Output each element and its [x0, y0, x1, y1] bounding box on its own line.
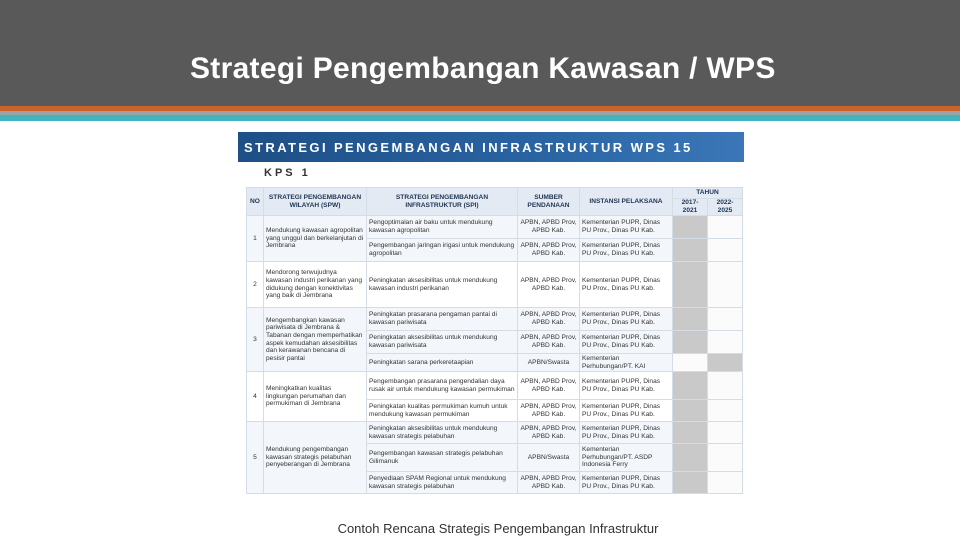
- row-sumber: APBN, APBD Prov, APBD Kab.: [518, 422, 580, 444]
- year-cell-1: [673, 354, 708, 372]
- row-instansi: Kementerian PUPR, Dinas PU Prov., Dinas PU Kab.: [580, 400, 673, 422]
- row-no: 1: [247, 216, 264, 262]
- table-row: [247, 262, 743, 308]
- header-tahun: TAHUN: [673, 188, 743, 199]
- document-banner: [238, 132, 744, 162]
- year-cell-2: [708, 331, 743, 354]
- row-spi: Peningkatan sarana perkeretaapian: [367, 354, 518, 372]
- year-cell-1: [673, 422, 708, 444]
- row-sumber: APBN, APBD Prov, APBD Kab.: [518, 262, 580, 308]
- kps-label: KPS 1: [264, 167, 311, 179]
- year-cell-2: [708, 262, 743, 308]
- year-cell-2: [708, 372, 743, 400]
- row-instansi: Kementerian PUPR, Dinas PU Prov., Dinas PU Kab.: [580, 331, 673, 354]
- row-spw: Mendorong terwujudnya kawasan industri perikanan yang didukung dengan konektivitas yang baik di Jembrana: [264, 262, 367, 308]
- year-cell-1: [673, 472, 708, 494]
- accent-stripe-teal: [0, 115, 960, 121]
- header-sumber: SUMBER PENDANAAN: [518, 188, 580, 216]
- row-spw: Mendukung kawasan agropolitan yang unggul dan berkelanjutan di Jembrana: [264, 216, 367, 262]
- row-sumber: APBN, APBD Prov, APBD Kab.: [518, 216, 580, 239]
- table-row: [247, 422, 743, 444]
- row-instansi: Kementerian PUPR, Dinas PU Prov., Dinas PU Kab.: [580, 372, 673, 400]
- row-instansi: Kementerian PUPR, Dinas PU Prov., Dinas PU Kab.: [580, 239, 673, 262]
- image-caption: Contoh Rencana Strategis Pengembangan Infrastruktur: [337, 521, 659, 536]
- header-spw: STRATEGI PENGEMBANGAN WILAYAH (SPW): [264, 188, 367, 216]
- header-no: NO: [247, 188, 264, 216]
- year-cell-1: [673, 262, 708, 308]
- year-cell-2: [708, 354, 743, 372]
- year-cell-2: [708, 216, 743, 239]
- header-spi: STRATEGI PENGEMBANGAN INFRASTRUKTUR (SPI): [367, 188, 518, 216]
- row-spi: Pengembangan prasarana pengendalian daya rusak air untuk mendukung kawasan permukiman: [367, 372, 518, 400]
- row-sumber: APBN, APBD Prov, APBD Kab.: [518, 472, 580, 494]
- year-cell-2: [708, 422, 743, 444]
- row-no: 4: [247, 372, 264, 422]
- row-sumber: APBN, APBD Prov, APBD Kab.: [518, 331, 580, 354]
- row-spw: Mengembangkan kawasan pariwisata di Jembrana & Tabanan dengan memperhatikan aspek kemudahan aksesibilitas dan kerawanan bencana di pesisir pantai: [264, 308, 367, 372]
- row-instansi: Kementerian Perhubungan/PT. ASDP Indonesia Ferry: [580, 444, 673, 472]
- row-spi: Pengembangan kawasan strategis pelabuhan Gilimanuk: [367, 444, 518, 472]
- year-cell-1: [673, 372, 708, 400]
- row-instansi: Kementerian PUPR, Dinas PU Prov., Dinas PU Kab.: [580, 308, 673, 331]
- table-row: [247, 308, 743, 331]
- row-no: 2: [247, 262, 264, 308]
- slide-header: [0, 0, 960, 108]
- year-cell-2: [708, 472, 743, 494]
- row-instansi: Kementerian PUPR, Dinas PU Prov., Dinas PU Kab.: [580, 262, 673, 308]
- year-cell-1: [673, 400, 708, 422]
- strategy-document-image: [238, 132, 744, 508]
- year-cell-1: [673, 331, 708, 354]
- row-spi: Peningkatan aksesibilitas untuk mendukung kawasan pariwisata: [367, 331, 518, 354]
- strategy-table: [246, 187, 743, 494]
- row-spi: Peningkatan prasarana pengaman pantai di kawasan pariwisata: [367, 308, 518, 331]
- year-cell-2: [708, 444, 743, 472]
- year-cell-1: [673, 308, 708, 331]
- document-banner-title: STRATEGI PENGEMBANGAN INFRASTRUKTUR WPS 15: [244, 140, 693, 155]
- header-year-1: 2017-2021: [673, 199, 708, 216]
- year-cell-2: [708, 308, 743, 331]
- row-spi: Peningkatan aksesibilitas untuk mendukung kawasan industri perikanan: [367, 262, 518, 308]
- row-sumber: APBN/Swasta: [518, 444, 580, 472]
- row-no: 5: [247, 422, 264, 494]
- row-sumber: APBN, APBD Prov, APBD Kab.: [518, 372, 580, 400]
- row-spw: Mendukung pengembangan kawasan strategis pelabuhan penyeberangan di Jembrana: [264, 422, 367, 494]
- table-header-row: [247, 188, 743, 199]
- row-instansi: Kementerian PUPR, Dinas PU Prov., Dinas PU Kab.: [580, 472, 673, 494]
- row-sumber: APBN, APBD Prov, APBD Kab.: [518, 308, 580, 331]
- row-spi: Peningkatan kualitas permukiman kumuh untuk mendukung kawasan permukiman: [367, 400, 518, 422]
- row-spi: Pengembangan jaringan irigasi untuk mendukung agropolitan: [367, 239, 518, 262]
- row-sumber: APBN, APBD Prov, APBD Kab.: [518, 239, 580, 262]
- row-spi: Penyediaan SPAM Regional untuk mendukung kawasan strategis pelabuhan: [367, 472, 518, 494]
- row-instansi: Kementerian PUPR, Dinas PU Prov., Dinas PU Kab.: [580, 216, 673, 239]
- row-sumber: APBN, APBD Prov, APBD Kab.: [518, 400, 580, 422]
- row-no: 3: [247, 308, 264, 372]
- year-cell-2: [708, 400, 743, 422]
- row-spw: Meningkatkan kualitas lingkungan perumahan dan permukiman di Jembrana: [264, 372, 367, 422]
- header-year-2: 2022-2025: [708, 199, 743, 216]
- year-cell-2: [708, 239, 743, 262]
- table-row: [247, 216, 743, 239]
- row-sumber: APBN/Swasta: [518, 354, 580, 372]
- row-instansi: Kementerian Perhubungan/PT. KAI: [580, 354, 673, 372]
- year-cell-1: [673, 216, 708, 239]
- slide-title: Strategi Pengembangan Kawasan / WPS: [190, 52, 776, 85]
- row-spi: Peningkatan aksesibilitas untuk mendukung kawasan strategis pelabuhan: [367, 422, 518, 444]
- row-spi: Pengoptimalan air baku untuk mendukung kawasan agropolitan: [367, 216, 518, 239]
- table-row: [247, 372, 743, 400]
- row-instansi: Kementerian PUPR, Dinas PU Prov., Dinas PU Kab.: [580, 422, 673, 444]
- year-cell-1: [673, 444, 708, 472]
- header-instansi: INSTANSI PELAKSANA: [580, 188, 673, 216]
- year-cell-1: [673, 239, 708, 262]
